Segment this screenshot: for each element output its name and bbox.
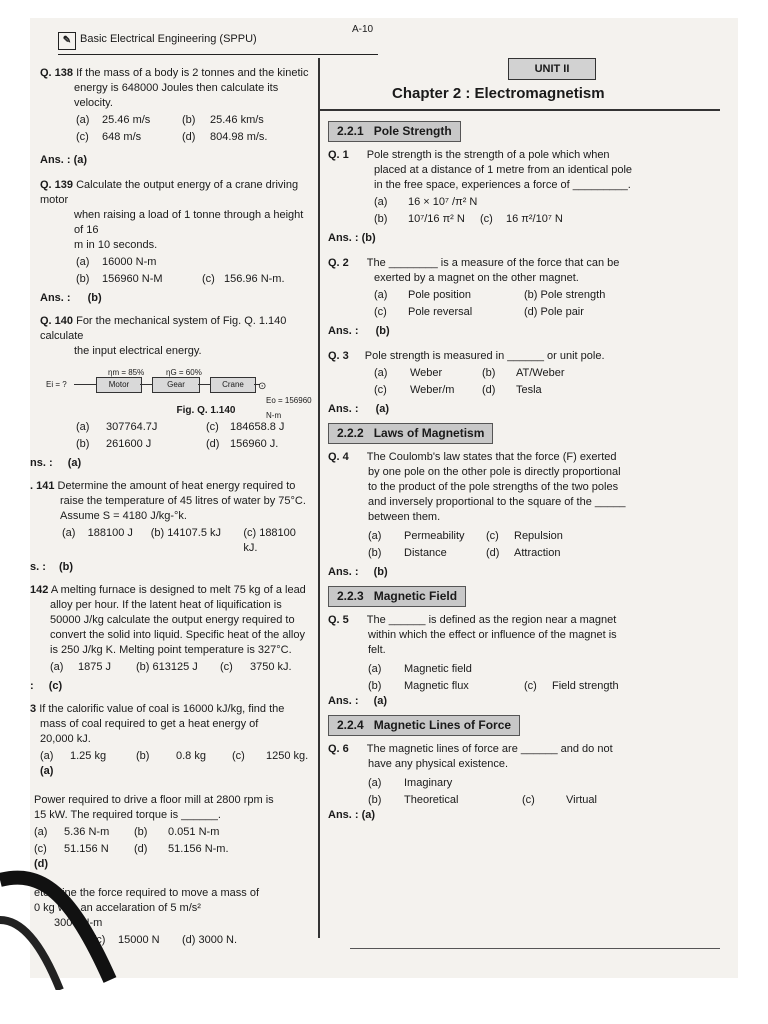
text-fragment: . 141 (30, 480, 55, 492)
text-fragment: 25.46 m/s (102, 114, 151, 126)
text-fragment (328, 195, 720, 210)
text-fragment: 3000 N-m (54, 917, 103, 929)
text-fragment: etermine the force required to move a mass of (34, 887, 259, 899)
answer (328, 565, 720, 580)
text-fragment: (b) (373, 565, 388, 578)
text-fragment: (a) (62, 527, 76, 539)
text-fragment: (a) (76, 256, 90, 268)
text-fragment: ηG = 60% (166, 368, 202, 377)
text-fragment (40, 314, 312, 344)
text-fragment: Virtual (566, 793, 597, 806)
page-header (58, 30, 378, 55)
text-fragment: 0.051 N-m (168, 826, 220, 838)
text-fragment: 156960 J. (230, 438, 279, 450)
text-fragment: Q. 1 (328, 148, 349, 161)
text-fragment (328, 529, 720, 544)
section-2-2-1: 2.2.1 Pole Strength (328, 121, 461, 142)
question-1 (328, 148, 720, 246)
text-fragment: (b) Pole strength (524, 288, 606, 301)
text-fragment (328, 288, 720, 303)
text-fragment: (a) (374, 195, 388, 208)
text-fragment: Ans. : (328, 565, 359, 578)
text-fragment: (a) (368, 662, 382, 675)
text-fragment: 184658.8 J (230, 421, 285, 433)
text-fragment: (b) 613125 J (136, 661, 198, 673)
question-3 (328, 349, 720, 417)
left-column (30, 60, 312, 948)
text-fragment (328, 366, 720, 381)
text-fragment: Q. 4 (328, 450, 349, 463)
text-fragment: J (c) (84, 934, 106, 946)
text-fragment: 804.98 m/s. (210, 131, 268, 143)
text-fragment: between them. (368, 510, 441, 523)
text-fragment (328, 349, 720, 364)
text-fragment: (a) (67, 457, 82, 469)
text-fragment (30, 479, 312, 494)
text-fragment (40, 66, 312, 81)
text-fragment: is 250 J/kg K. Melting point temperature is 327°C. (50, 644, 292, 656)
text-fragment: Pole position (408, 288, 471, 301)
text-fragment: (a) (50, 661, 64, 673)
text-fragment: 142 (30, 584, 49, 596)
section-2-2-2: 2.2.2 Laws of Magnetism (328, 423, 493, 444)
text-fragment (328, 613, 720, 628)
gear-block: Gear (152, 377, 200, 393)
text-fragment: 16000 N-m (102, 256, 157, 268)
text-fragment: 156960 N-M (102, 273, 163, 285)
text-fragment: (d) (482, 383, 496, 396)
text-fragment: The ________ is a measure of the force that can be (366, 256, 620, 269)
text-fragment: (b) (87, 292, 102, 304)
text-fragment: Repulsion (514, 529, 563, 542)
text-fragment: Q. 3 (328, 349, 349, 362)
text-fragment (30, 660, 312, 675)
text-fragment: The Coulomb's law states that the force (F) exerted (366, 450, 617, 463)
text-fragment: (b) (134, 826, 148, 838)
text-fragment: 16 × 10⁷ /π² N (408, 195, 478, 208)
text-fragment (328, 256, 720, 271)
text-fragment: 15 kW. The required torque is ______. (34, 809, 221, 821)
text-fragment (40, 113, 312, 128)
text-fragment: (a) (76, 114, 90, 126)
text-fragment (328, 305, 720, 320)
answer (30, 679, 312, 694)
text-fragment: (a) (374, 288, 388, 301)
text-fragment: If the calorific value of coal is 16000 kJ/kg, find the (39, 703, 285, 715)
text-fragment: For the mechanical system of Fig. Q. 1.140 calculate (40, 315, 287, 342)
text-fragment: Field strength (552, 679, 619, 692)
text-fragment: Calculate the output energy of a crane driving motor (40, 179, 299, 206)
text-fragment: 0 kg with an accelaration of 5 m/s² (34, 902, 201, 914)
text-fragment: exerted by a magnet on the other magnet. (374, 271, 579, 284)
text-fragment: A melting furnace is designed to melt 75 kg of a lead (50, 584, 306, 596)
text-fragment: 25.46 km/s (210, 114, 264, 126)
text-fragment: Imaginary (404, 776, 453, 789)
answer: (a) (40, 765, 54, 777)
text-fragment: (c) (374, 305, 387, 318)
answer: (d) (34, 858, 49, 870)
question-141 (30, 479, 312, 575)
text-fragment: Theoretical (404, 793, 459, 806)
text-fragment: Q. 6 (328, 742, 349, 755)
text-fragment: Pole strength is measured in ______ or unit pole. (364, 349, 605, 362)
text-fragment: Weber/m (410, 383, 455, 396)
text-fragment (40, 130, 312, 145)
text-fragment (328, 546, 720, 561)
text-fragment: 188100 J (87, 527, 133, 539)
text-fragment: convert the solid into liquid. Specific heat of the alloy (50, 629, 305, 641)
question-138 (40, 66, 312, 168)
text-fragment: (a) (76, 421, 90, 433)
text-fragment: (d) Pole pair (524, 305, 584, 318)
text-fragment: If the mass of a body is 2 tonnes and the kinetic (76, 67, 309, 79)
text-fragment: (a) (368, 776, 382, 789)
text-fragment: 3750 kJ. (250, 661, 292, 673)
text-fragment: Q. 2 (328, 256, 349, 269)
text-fragment (140, 384, 152, 385)
text-fragment (30, 526, 312, 556)
question-142 (30, 583, 312, 694)
text-fragment: Ans. : (40, 292, 71, 304)
text-fragment: have any physical existence. (368, 757, 509, 770)
text-fragment: Tesla (516, 383, 542, 396)
text-fragment (328, 742, 720, 757)
text-fragment: (c) (34, 843, 47, 855)
text-fragment: (b) (182, 114, 196, 126)
text-fragment: (b) (136, 750, 150, 762)
text-fragment: Magnetic flux (404, 679, 469, 692)
text-fragment: Q. 138 (40, 67, 74, 79)
text-fragment (40, 255, 312, 270)
text-fragment (30, 702, 312, 717)
text-fragment: Ans. : (328, 324, 359, 337)
text-fragment: Magnetic field (404, 662, 472, 675)
text-fragment: within which the effect or influence of the magnet is (368, 628, 617, 641)
question-2 (328, 256, 720, 339)
text-fragment: : (30, 680, 34, 692)
text-fragment: Pole reversal (408, 305, 473, 318)
book-page (30, 18, 738, 978)
text-fragment: (b) (76, 273, 90, 285)
pulley-icon: ⊙ (258, 381, 267, 392)
answer (328, 694, 720, 709)
footer-rule (350, 948, 720, 949)
text-fragment: s. : (30, 561, 46, 573)
text-fragment: (c) (486, 529, 499, 542)
question-5 (328, 613, 720, 709)
text-fragment: (c) (202, 273, 215, 285)
text-fragment: 1250 kg. (266, 750, 309, 762)
figure-caption: Fig. Q. 1.140 (176, 405, 236, 416)
text-fragment: 3 (30, 703, 37, 715)
text-fragment: (d) (486, 546, 500, 559)
text-fragment: ns. : (30, 457, 53, 469)
text-fragment: 0.8 kg (176, 750, 206, 762)
text-fragment: (c) (524, 679, 537, 692)
text-fragment: 10⁷/16 π² N (408, 212, 465, 225)
text-fragment: 50000 J/kg calculate the output energy required to (50, 614, 295, 626)
text-fragment: Permeability (404, 529, 465, 542)
question-4 (328, 450, 720, 580)
text-fragment: (b) (375, 324, 390, 337)
text-fragment: Weber (410, 366, 443, 379)
right-column (328, 58, 720, 823)
section-2-2-3: 2.2.3 Magnetic Field (328, 586, 466, 607)
text-fragment (34, 825, 312, 840)
answer (30, 456, 312, 471)
text-fragment: (b) (374, 212, 388, 225)
text-fragment: mass of coal required to get a heat energy of (40, 718, 259, 730)
text-fragment: (b) (368, 546, 382, 559)
text-fragment: 5.36 N-m (64, 826, 110, 838)
text-fragment: when raising a load of 1 tonne through a height of 16 (74, 209, 304, 236)
cable-shadow-icon (0, 860, 120, 990)
answer: Ans. : (a) (328, 808, 376, 821)
text-fragment: felt. (368, 643, 386, 656)
text-fragment: ηm = 85% (108, 368, 145, 377)
text-fragment: (c) (76, 131, 89, 143)
text-fragment (328, 212, 720, 227)
answer: Ans. : (b) (328, 231, 376, 244)
question-139 (40, 178, 312, 306)
text-fragment (34, 842, 312, 857)
chapter-rule (318, 109, 720, 111)
text-fragment (30, 583, 312, 598)
text-fragment: (c) (480, 212, 493, 225)
text-fragment (40, 272, 312, 287)
text-fragment: m in 10 seconds. (74, 239, 158, 251)
text-fragment: (b) (76, 438, 90, 450)
text-fragment: 261600 J (106, 438, 152, 450)
column-divider (318, 58, 320, 938)
text-fragment (198, 384, 210, 385)
section-2-2-4: 2.2.4 Magnetic Lines of Force (328, 715, 520, 736)
text-fragment: AT/Weber (516, 366, 565, 379)
text-fragment: Q. 139 (40, 179, 74, 191)
text-fragment: (b) (482, 366, 496, 379)
text-fragment: 307764.7J (106, 421, 158, 433)
text-fragment: Ei = ? (46, 380, 67, 389)
text-fragment (40, 437, 312, 452)
text-fragment: (d) 3000 N. (182, 934, 238, 946)
text-fragment: Q. 5 (328, 613, 349, 626)
text-fragment (328, 679, 720, 694)
text-fragment: 156.96 N-m. (224, 273, 285, 285)
text-fragment: placed at a distance of 1 metre from an identical pole (374, 163, 633, 176)
text-fragment: (a) (34, 826, 48, 838)
text-fragment (30, 749, 312, 764)
text-fragment: 1.25 kg (70, 750, 107, 762)
publisher-logo-icon: ✎ (58, 32, 76, 50)
answer (328, 402, 720, 417)
text-fragment: in the free space, experiences a force of _________. (374, 178, 631, 191)
text-fragment: (a) (40, 750, 54, 762)
text-fragment: Power required to drive a floor mill at 2800 rpm is (34, 794, 274, 806)
text-fragment: 20,000 kJ. (40, 733, 91, 745)
text-fragment: Assume S = 4180 J/kg-°k. (60, 510, 187, 522)
text-fragment: 15000 N (118, 934, 160, 946)
text-fragment: (d) (206, 438, 220, 450)
text-fragment (328, 148, 720, 163)
book-title: Basic Electrical Engineering (SPPU) (80, 33, 257, 45)
text-fragment: (a) (368, 529, 382, 542)
text-fragment: raise the temperature of 45 litres of water by 75°C. (60, 495, 306, 507)
text-fragment (328, 793, 720, 808)
text-fragment: 16 π²/10⁷ N (506, 212, 563, 225)
text-fragment: (d) (134, 843, 148, 855)
text-fragment (74, 384, 96, 385)
question-6 (328, 742, 720, 823)
text-fragment: (a) (375, 402, 390, 415)
chapter-title: Chapter 2 : Electromagnetism (392, 85, 605, 102)
text-fragment: (c) (374, 383, 387, 396)
answer (328, 324, 720, 339)
text-fragment: 648 m/s (102, 131, 142, 143)
text-fragment: Ans. : (328, 694, 359, 707)
text-fragment: (a) (374, 366, 388, 379)
text-fragment: Ans. : (328, 402, 359, 415)
text-fragment: (c) (48, 680, 63, 692)
text-fragment: (b) (368, 793, 382, 806)
text-fragment (328, 662, 720, 677)
text-fragment: Pole strength is the strength of a pole which when (366, 148, 610, 161)
answer (40, 291, 312, 306)
text-fragment: to the product of the pole strengths of the two poles (368, 480, 619, 493)
text-fragment (328, 450, 720, 465)
text-fragment: (b) (58, 561, 74, 573)
text-fragment: (c) (206, 421, 219, 433)
text-fragment: The magnetic lines of force are ______ and do not (366, 742, 613, 755)
text-fragment: and inversely proportional to the square of the _____ (368, 495, 626, 508)
text-fragment: 51.156 N-m. (168, 843, 229, 855)
text-fragment: (b) 14107.5 kJ (150, 527, 222, 539)
text-fragment: (c) (220, 661, 233, 673)
text-fragment (40, 178, 312, 208)
text-fragment: The ______ is defined as the region near a magnet (366, 613, 617, 626)
crane-block: Crane (210, 377, 256, 393)
text-fragment: alloy per hour. If the latent heat of liquification is (50, 599, 282, 611)
text-fragment: 1875 J (78, 661, 112, 673)
text-fragment: by one pole on the other pole is directly proportional (368, 465, 621, 478)
text-fragment: (a) (373, 694, 388, 707)
text-fragment: 51.156 N (64, 843, 109, 855)
question-143 (30, 702, 312, 779)
text-fragment: (c) (522, 793, 535, 806)
text-fragment: energy is 648000 Joules then calculate its velocity. (74, 82, 279, 109)
text-fragment: Q. 140 (40, 315, 74, 327)
page-number: A-10 (352, 24, 374, 35)
answer: Ans. : (a) (40, 154, 88, 166)
text-fragment (328, 776, 720, 791)
text-fragment: (d) (182, 131, 196, 143)
text-fragment: Eo = 156960 N-m (266, 396, 312, 420)
text-fragment: (c) (232, 750, 245, 762)
text-fragment (328, 383, 720, 398)
text-fragment: the input electrical energy. (74, 345, 202, 357)
text-fragment: Determine the amount of heat energy required to (57, 480, 296, 492)
text-fragment: (b) (368, 679, 382, 692)
text-fragment: (c) 188100 kJ. (243, 527, 296, 554)
unit-badge: UNIT II (508, 58, 596, 80)
answer (30, 560, 312, 575)
question-140 (30, 314, 312, 471)
text-fragment: Distance (404, 546, 447, 559)
motor-block: Motor (96, 377, 142, 393)
text-fragment: Attraction (514, 546, 561, 559)
